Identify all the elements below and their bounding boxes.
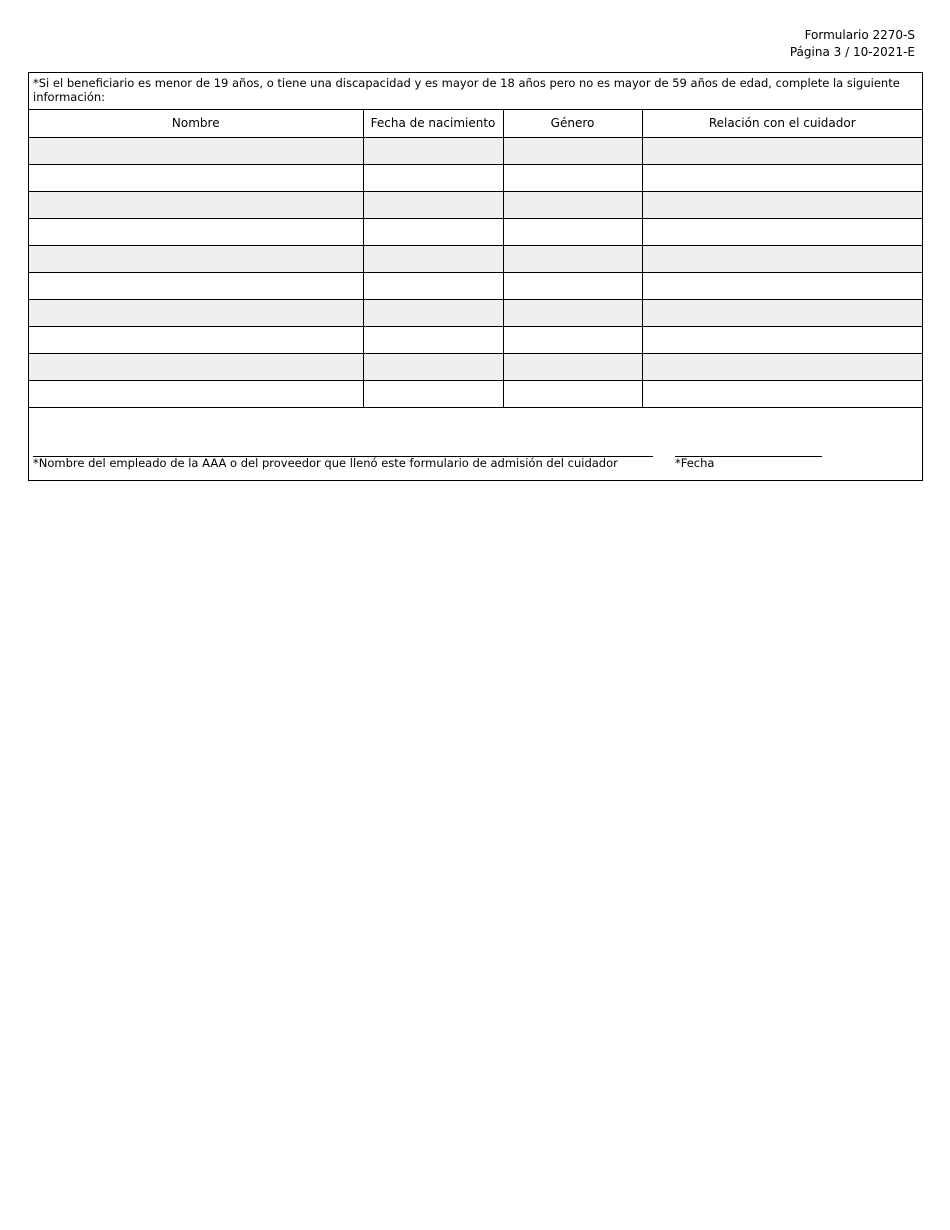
gender-cell[interactable] [503, 353, 642, 380]
gender-cell[interactable] [503, 326, 642, 353]
birthdate-cell[interactable] [363, 353, 503, 380]
name-cell[interactable] [29, 137, 363, 164]
column-header-relationship: Relación con el cuidador [642, 110, 922, 137]
form-number: Formulario 2270-S [804, 28, 915, 42]
relationship-cell[interactable] [642, 380, 922, 407]
birthdate-cell[interactable] [363, 191, 503, 218]
gender-cell[interactable] [503, 380, 642, 407]
table-row [29, 164, 922, 191]
relationship-cell[interactable] [642, 191, 922, 218]
employee-name-label: *Nombre del empleado de la AAA o del proveedor que llenó este formulario de admisión del cuidador [33, 455, 618, 470]
table-row [29, 191, 922, 218]
name-cell[interactable] [29, 353, 363, 380]
birthdate-cell[interactable] [363, 218, 503, 245]
signature-area [29, 408, 922, 480]
birthdate-cell[interactable] [363, 380, 503, 407]
name-cell[interactable] [29, 191, 363, 218]
name-cell[interactable] [29, 299, 363, 326]
gender-cell[interactable] [503, 245, 642, 272]
table-row [29, 272, 922, 299]
name-cell[interactable] [29, 380, 363, 407]
relationship-cell[interactable] [642, 299, 922, 326]
birthdate-cell[interactable] [363, 245, 503, 272]
gender-cell[interactable] [503, 299, 642, 326]
table-row [29, 326, 922, 353]
relationship-cell[interactable] [642, 272, 922, 299]
gender-cell[interactable] [503, 218, 642, 245]
name-cell[interactable] [29, 272, 363, 299]
column-header-birthdate: Fecha de nacimiento [363, 110, 503, 137]
column-header-name: Nombre [29, 110, 363, 137]
relationship-cell[interactable] [642, 218, 922, 245]
name-cell[interactable] [29, 326, 363, 353]
table-row [29, 353, 922, 380]
dependents-form-block [28, 72, 923, 481]
name-cell[interactable] [29, 245, 363, 272]
instruction-text: *Si el beneficiario es menor de 19 años, o tiene una discapacidad y es mayor de 18 años pero no es mayor de 59 años de edad, complete la siguiente información: [29, 73, 922, 110]
gender-cell[interactable] [503, 272, 642, 299]
relationship-cell[interactable] [642, 164, 922, 191]
column-header-gender: Género [503, 110, 642, 137]
table-row [29, 137, 922, 164]
birthdate-cell[interactable] [363, 164, 503, 191]
name-cell[interactable] [29, 218, 363, 245]
name-cell[interactable] [29, 164, 363, 191]
table-header-row [29, 110, 922, 137]
gender-cell[interactable] [503, 191, 642, 218]
dependents-table [29, 110, 922, 408]
page-info: Página 3 / 10-2021-E [789, 45, 915, 59]
date-label: *Fecha [675, 455, 715, 470]
relationship-cell[interactable] [642, 245, 922, 272]
relationship-cell[interactable] [642, 326, 922, 353]
table-row [29, 299, 922, 326]
gender-cell[interactable] [503, 137, 642, 164]
birthdate-cell[interactable] [363, 137, 503, 164]
form-header [790, 27, 915, 61]
table-row [29, 218, 922, 245]
relationship-cell[interactable] [642, 353, 922, 380]
table-row [29, 380, 922, 407]
gender-cell[interactable] [503, 164, 642, 191]
relationship-cell[interactable] [642, 137, 922, 164]
birthdate-cell[interactable] [363, 272, 503, 299]
birthdate-cell[interactable] [363, 299, 503, 326]
table-row [29, 245, 922, 272]
birthdate-cell[interactable] [363, 326, 503, 353]
